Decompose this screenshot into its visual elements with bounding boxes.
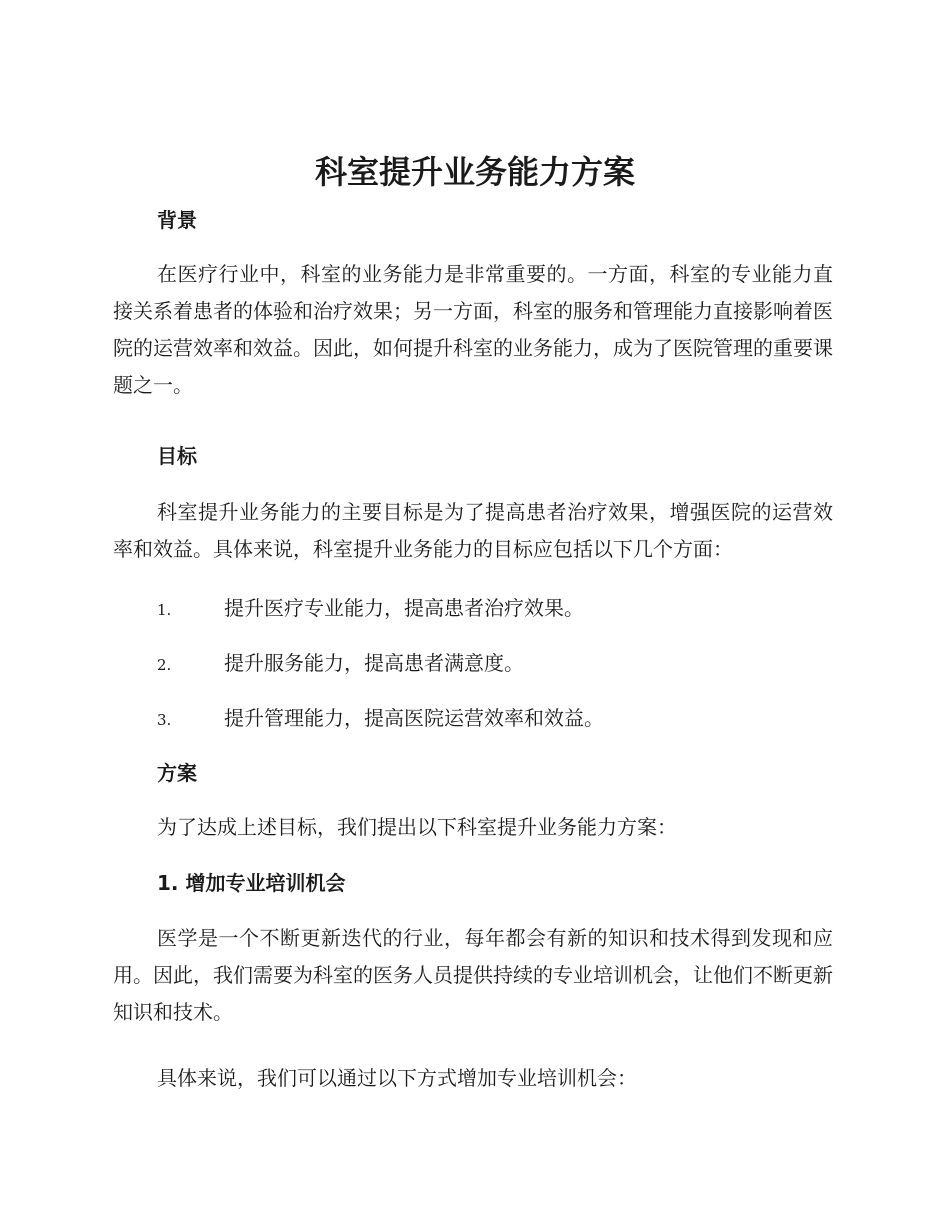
section-heading-background: 背景 xyxy=(157,208,197,232)
list-item-text: 提升服务能力，提高患者满意度。 xyxy=(224,651,524,675)
list-number: 3. xyxy=(157,711,172,729)
goal-list-item xyxy=(157,648,837,680)
section-heading-plan: 方案 xyxy=(157,761,197,785)
document-title: 科室提升业务能力方案 xyxy=(314,153,635,191)
plan-subheading: 1. 增加专业培训机会 xyxy=(157,871,346,895)
list-number: 1. xyxy=(157,601,172,619)
section-heading-goal: 目标 xyxy=(157,444,197,468)
plan-intro: 为了达成上述目标，我们提出以下科室提升业务能力方案： xyxy=(157,815,677,839)
list-number: 2. xyxy=(157,656,172,674)
goal-list-item xyxy=(157,703,837,735)
goal-list-item xyxy=(157,593,837,625)
background-paragraph: 在医疗行业中，科室的业务能力是非常重要的。一方面，科室的专业能力直接关系着患者的体验和治疗效果；另一方面，科室的服务和管理能力直接影响着医院的运营效率和效益。因此，如何提升科室的业务能力，成为了医院管理的重要课题之一。 xyxy=(113,262,833,397)
goal-paragraph: 科室提升业务能力的主要目标是为了提高患者治疗效果，增强医院的运营效率和效益。具体来说，科室提升业务能力的目标应包括以下几个方面： xyxy=(113,500,833,561)
list-item-text: 提升管理能力，提高医院运营效率和效益。 xyxy=(224,706,604,730)
plan-closing: 具体来说，我们可以通过以下方式增加专业培训机会： xyxy=(157,1066,637,1090)
list-item-text: 提升医疗专业能力，提高患者治疗效果。 xyxy=(224,596,584,620)
plan-paragraph: 医学是一个不断更新迭代的行业，每年都会有新的知识和技术得到发现和应用。因此，我们需要为科室的医务人员提供持续的专业培训机会，让他们不断更新知识和技术。 xyxy=(113,926,833,1024)
